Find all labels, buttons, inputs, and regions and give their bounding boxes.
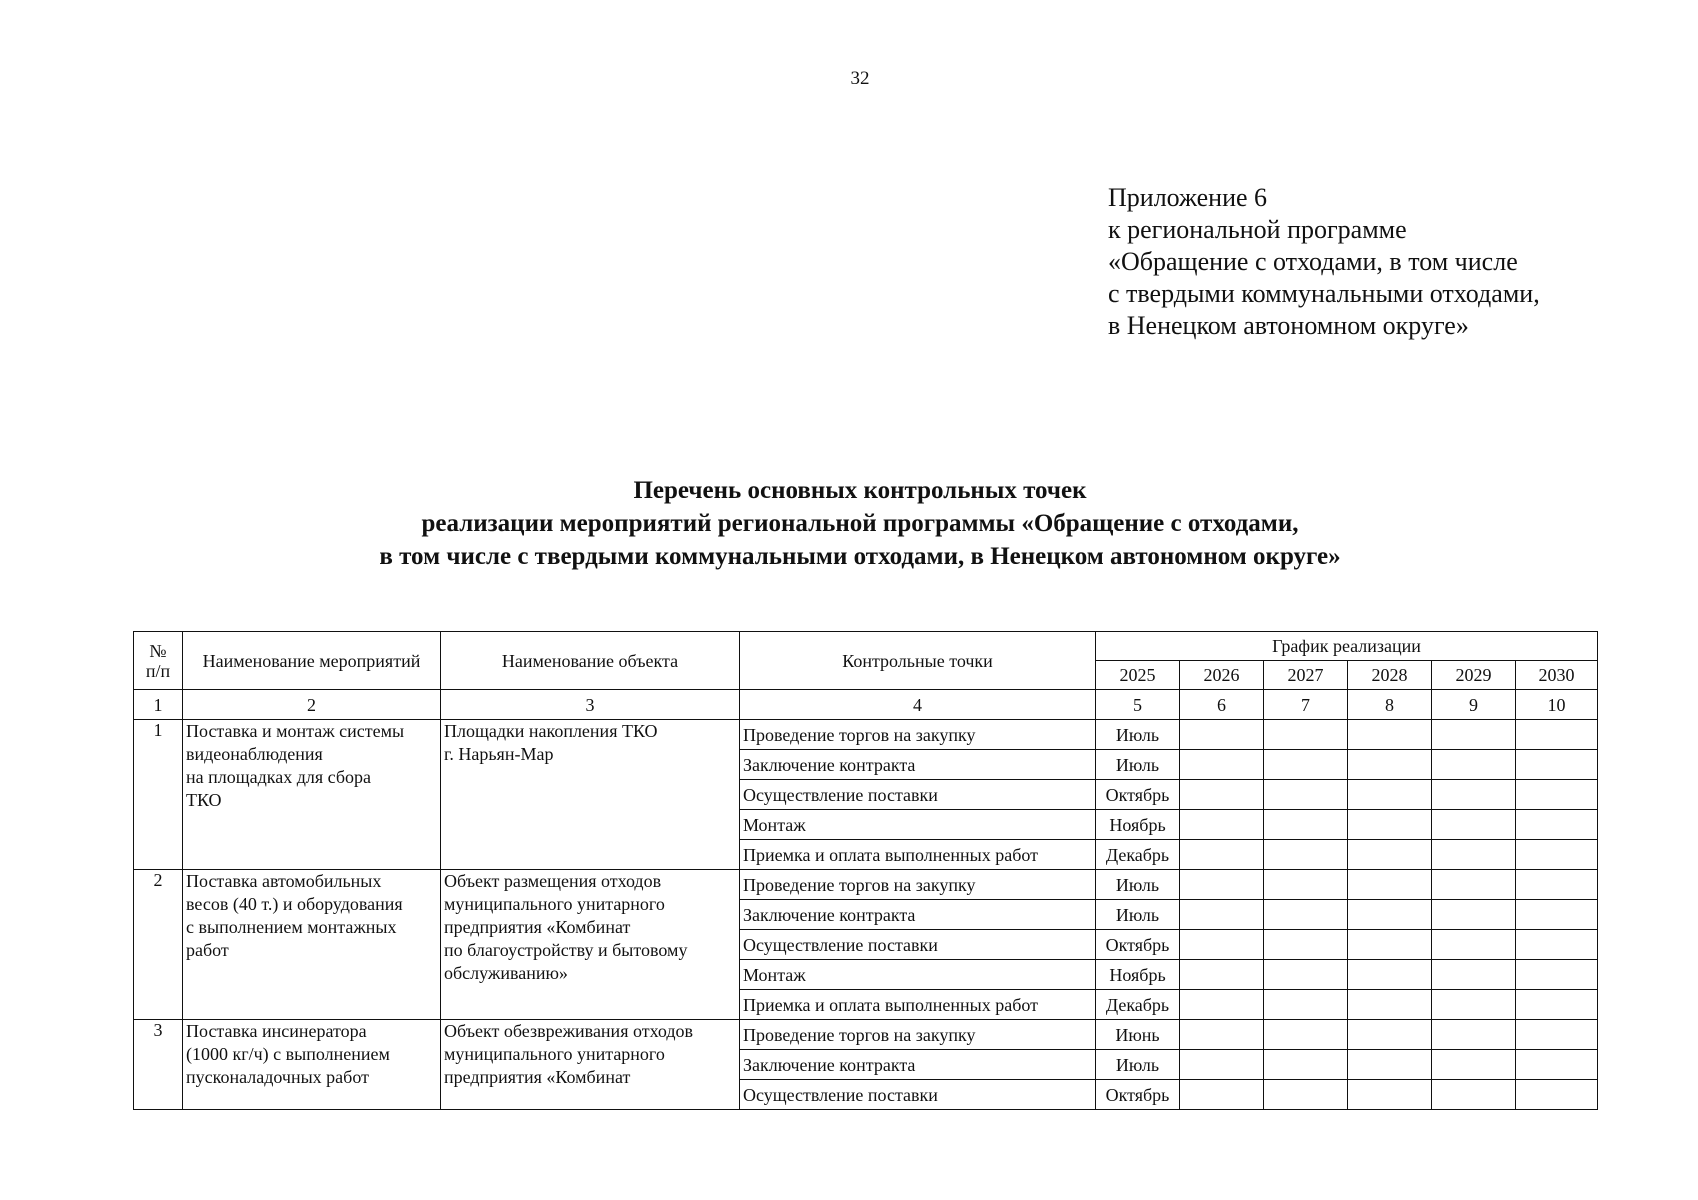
schedule-cell (1180, 720, 1264, 750)
schedule-month-2025: Июль (1096, 900, 1180, 930)
event-name: Поставка инсинератора (1000 кг/ч) с выполнением пусконаладочных работ (183, 1020, 441, 1110)
schedule-cell (1348, 720, 1432, 750)
schedule-cell (1348, 990, 1432, 1020)
table-body (134, 690, 1598, 1110)
page-number: 32 (850, 68, 870, 89)
event-name: Поставка и монтаж системы видеонаблюдения на площадках для сбора ТКО (183, 720, 441, 870)
appendix-line: к региональной программе (1108, 215, 1407, 244)
schedule-cell (1264, 900, 1348, 930)
schedule-cell (1348, 1080, 1432, 1110)
table-row (134, 870, 1598, 900)
control-point: Монтаж (740, 810, 1096, 840)
schedule-cell (1264, 1050, 1348, 1080)
schedule-cell (1516, 930, 1598, 960)
schedule-month-2025: Ноябрь (1096, 810, 1180, 840)
header-points: Контрольные точки (740, 632, 1096, 690)
schedule-cell (1432, 900, 1516, 930)
control-point: Заключение контракта (740, 1050, 1096, 1080)
header-year: 2029 (1432, 661, 1516, 690)
schedule-cell (1432, 780, 1516, 810)
schedule-cell (1180, 960, 1264, 990)
appendix-line: с твердыми коммунальными отходами, (1108, 279, 1540, 308)
schedule-cell (1180, 1050, 1264, 1080)
schedule-cell (1516, 810, 1598, 840)
header-year: 2030 (1516, 661, 1598, 690)
header-num: № п/п (134, 632, 183, 690)
header-year: 2027 (1264, 661, 1348, 690)
schedule-cell (1432, 750, 1516, 780)
schedule-cell (1348, 960, 1432, 990)
schedule-cell (1348, 780, 1432, 810)
document-title (0, 474, 1698, 573)
schedule-cell (1180, 780, 1264, 810)
schedule-cell (1348, 930, 1432, 960)
schedule-month-2025: Октябрь (1096, 1080, 1180, 1110)
control-point: Заключение контракта (740, 900, 1096, 930)
schedule-cell (1264, 840, 1348, 870)
schedule-cell (1264, 960, 1348, 990)
column-index: 7 (1264, 690, 1348, 720)
schedule-cell (1432, 990, 1516, 1020)
schedule-cell (1516, 900, 1598, 930)
schedule-cell (1516, 780, 1598, 810)
column-index: 5 (1096, 690, 1180, 720)
schedule-cell (1432, 840, 1516, 870)
schedule-month-2025: Июль (1096, 1050, 1180, 1080)
schedule-cell (1348, 1020, 1432, 1050)
schedule-cell (1180, 750, 1264, 780)
object-name: Объект обезвреживания отходов муниципального унитарного предприятия «Комбинат (441, 1020, 740, 1110)
schedule-cell (1180, 930, 1264, 960)
header-event: Наименование мероприятий (183, 632, 441, 690)
header-year: 2028 (1348, 661, 1432, 690)
schedule-cell (1264, 990, 1348, 1020)
schedule-cell (1180, 810, 1264, 840)
schedule-cell (1264, 810, 1348, 840)
control-point: Проведение торгов на закупку (740, 720, 1096, 750)
row-number: 3 (134, 1020, 183, 1110)
column-index: 4 (740, 690, 1096, 720)
schedule-cell (1264, 1020, 1348, 1050)
schedule-cell (1432, 870, 1516, 900)
header-year: 2025 (1096, 661, 1180, 690)
title-line: реализации мероприятий региональной программы «Обращение с отходами, (421, 510, 1299, 537)
schedule-cell (1516, 990, 1598, 1020)
schedule-cell (1264, 1080, 1348, 1110)
header-schedule: График реализации (1096, 632, 1598, 661)
schedule-cell (1516, 750, 1598, 780)
schedule-cell (1180, 900, 1264, 930)
table-row (134, 1020, 1598, 1050)
schedule-cell (1348, 1050, 1432, 1080)
schedule-cell (1180, 1080, 1264, 1110)
schedule-cell (1348, 840, 1432, 870)
column-index: 9 (1432, 690, 1516, 720)
schedule-cell (1432, 1080, 1516, 1110)
title-line: Перечень основных контрольных точек (633, 477, 1087, 504)
schedule-cell (1432, 960, 1516, 990)
schedule-cell (1516, 870, 1598, 900)
table-header (134, 632, 1598, 690)
schedule-cell (1264, 750, 1348, 780)
schedule-cell (1432, 1050, 1516, 1080)
control-point: Приемка и оплата выполненных работ (740, 840, 1096, 870)
table-row (134, 720, 1598, 750)
title-line: в том числе с твердыми коммунальными отходами, в Ненецком автономном округе» (379, 543, 1341, 570)
column-index: 3 (441, 690, 740, 720)
column-index: 2 (183, 690, 441, 720)
control-point: Приемка и оплата выполненных работ (740, 990, 1096, 1020)
schedule-month-2025: Июль (1096, 870, 1180, 900)
schedule-month-2025: Декабрь (1096, 840, 1180, 870)
schedule-cell (1180, 840, 1264, 870)
schedule-cell (1516, 1080, 1598, 1110)
schedule-cell (1432, 720, 1516, 750)
schedule-cell (1516, 1020, 1598, 1050)
appendix-note (1108, 182, 1540, 342)
control-point: Монтаж (740, 960, 1096, 990)
row-number: 1 (134, 720, 183, 870)
schedule-month-2025: Декабрь (1096, 990, 1180, 1020)
control-point: Заключение контракта (740, 750, 1096, 780)
control-point: Осуществление поставки (740, 780, 1096, 810)
event-name: Поставка автомобильных весов (40 т.) и оборудования с выполнением монтажных работ (183, 870, 441, 1020)
schedule-cell (1432, 1020, 1516, 1050)
column-index: 6 (1180, 690, 1264, 720)
control-point: Проведение торгов на закупку (740, 1020, 1096, 1050)
appendix-line: «Обращение с отходами, в том числе (1108, 247, 1518, 276)
schedule-month-2025: Октябрь (1096, 930, 1180, 960)
schedule-month-2025: Июнь (1096, 1020, 1180, 1050)
schedule-cell (1432, 930, 1516, 960)
schedule-cell (1432, 810, 1516, 840)
appendix-line: в Ненецком автономном округе» (1108, 311, 1469, 340)
schedule-cell (1348, 750, 1432, 780)
schedule-month-2025: Октябрь (1096, 780, 1180, 810)
schedule-cell (1180, 1020, 1264, 1050)
schedule-month-2025: Ноябрь (1096, 960, 1180, 990)
schedule-cell (1264, 930, 1348, 960)
header-object: Наименование объекта (441, 632, 740, 690)
schedule-cell (1516, 960, 1598, 990)
column-index: 10 (1516, 690, 1598, 720)
row-number: 2 (134, 870, 183, 1020)
object-name: Объект размещения отходов муниципального унитарного предприятия «Комбинат по благоустройству и бытовому обслуживанию» (441, 870, 740, 1020)
header-year: 2026 (1180, 661, 1264, 690)
schedule-cell (1516, 720, 1598, 750)
schedule-month-2025: Июль (1096, 750, 1180, 780)
column-index-row (134, 690, 1598, 720)
schedule-cell (1348, 900, 1432, 930)
milestones-table (133, 631, 1598, 1110)
schedule-cell (1348, 870, 1432, 900)
schedule-cell (1180, 870, 1264, 900)
schedule-cell (1264, 780, 1348, 810)
appendix-line: Приложение 6 (1108, 183, 1268, 212)
control-point: Осуществление поставки (740, 1080, 1096, 1110)
schedule-cell (1348, 810, 1432, 840)
schedule-cell (1516, 840, 1598, 870)
control-point: Проведение торгов на закупку (740, 870, 1096, 900)
schedule-month-2025: Июль (1096, 720, 1180, 750)
column-index: 8 (1348, 690, 1432, 720)
schedule-cell (1264, 720, 1348, 750)
column-index: 1 (134, 690, 183, 720)
schedule-cell (1180, 990, 1264, 1020)
schedule-cell (1516, 1050, 1598, 1080)
schedule-cell (1264, 870, 1348, 900)
control-point: Осуществление поставки (740, 930, 1096, 960)
object-name: Площадки накопления ТКО г. Нарьян-Мар (441, 720, 740, 870)
